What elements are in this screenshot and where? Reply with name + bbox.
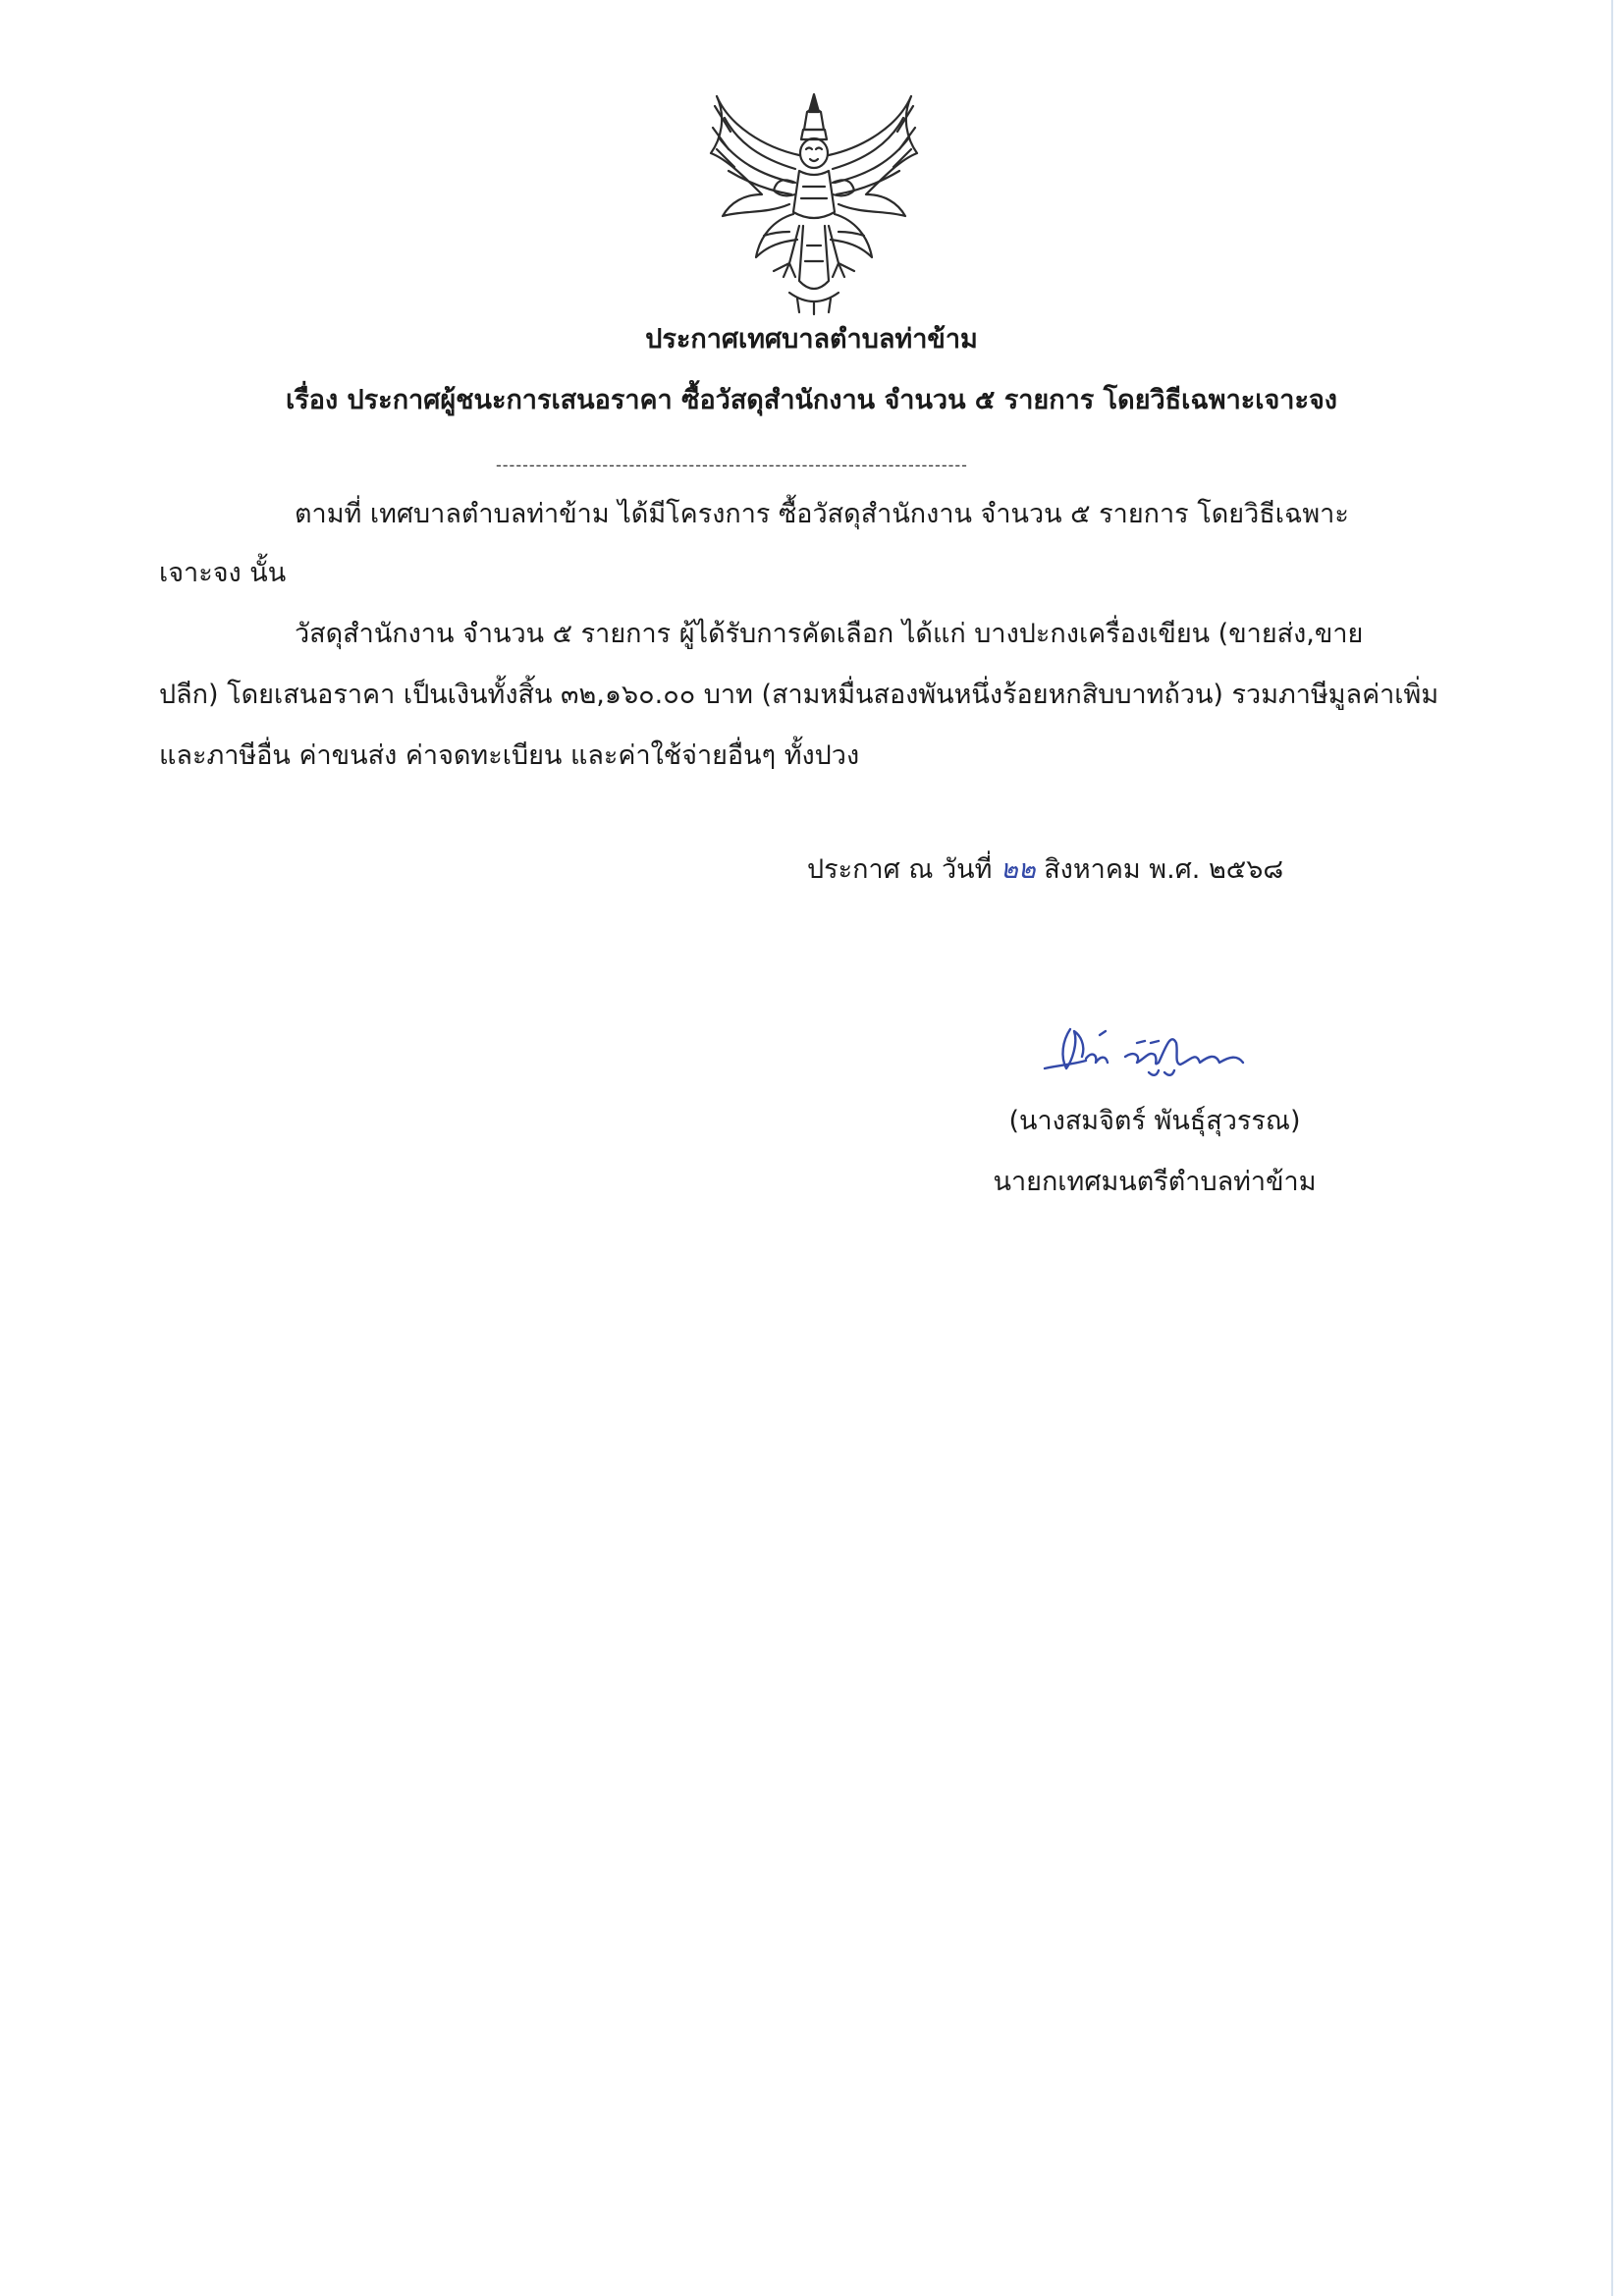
handwritten-signature <box>1043 1021 1263 1090</box>
announcement-date <box>807 852 1283 888</box>
signer-position: นายกเทศมนตรีตำบลท่าข้าม <box>993 1167 1317 1197</box>
announcement-subject: เรื่อง ประกาศผู้ชนะการเสนอราคา ซื้อวัสดุสำนักงาน จำนวน ๕ รายการ โดยวิธีเฉพาะเจาะจง <box>286 385 1337 415</box>
paragraph-1-line-2: เจาะจง นั้น <box>159 558 287 588</box>
separator-line: ----------------------------------------------------------------------- <box>496 456 968 474</box>
paragraph-2-line-1: วัสดุสำนักงาน จำนวน ๕ รายการ ผู้ได้รับการคัดเลือก ได้แก่ บางปะกงเครื่องเขียน (ขายส่ง,ขาย <box>295 619 1364 649</box>
paragraph-2-line-2: ปลีก) โดยเสนอราคา เป็นเงินทั้งสิ้น ๓๒,๑๖๐.๐๐ บาท (สามหมื่นสองพันหนึ่งร้อยหกสิบบาทถ้วน) รวมภาษีมูลค่าเพิ่ม <box>159 680 1439 710</box>
announcement-title: ประกาศเทศบาลตำบลท่าข้าม <box>645 324 978 355</box>
signer-name: (นางสมจิตร์ พันธุ์สุวรรณ) <box>1008 1106 1301 1136</box>
date-day-handwritten: ๒๒ <box>1001 854 1036 885</box>
date-prefix: ประกาศ ณ วันที่ <box>807 854 1001 885</box>
garuda-emblem-icon <box>705 88 923 316</box>
paragraph-2-line-3: และภาษีอื่น ค่าขนส่ง ค่าจดทะเบียน และค่าใช้จ่ายอื่นๆ ทั้งปวง <box>159 740 860 771</box>
paragraph-1-line-1: ตามที่ เทศบาลตำบลท่าข้าม ได้มีโครงการ ซื้อวัสดุสำนักงาน จำนวน ๕ รายการ โดยวิธีเฉพาะ <box>295 499 1349 529</box>
date-suffix: สิงหาคม พ.ศ. ๒๕๖๘ <box>1035 854 1284 885</box>
